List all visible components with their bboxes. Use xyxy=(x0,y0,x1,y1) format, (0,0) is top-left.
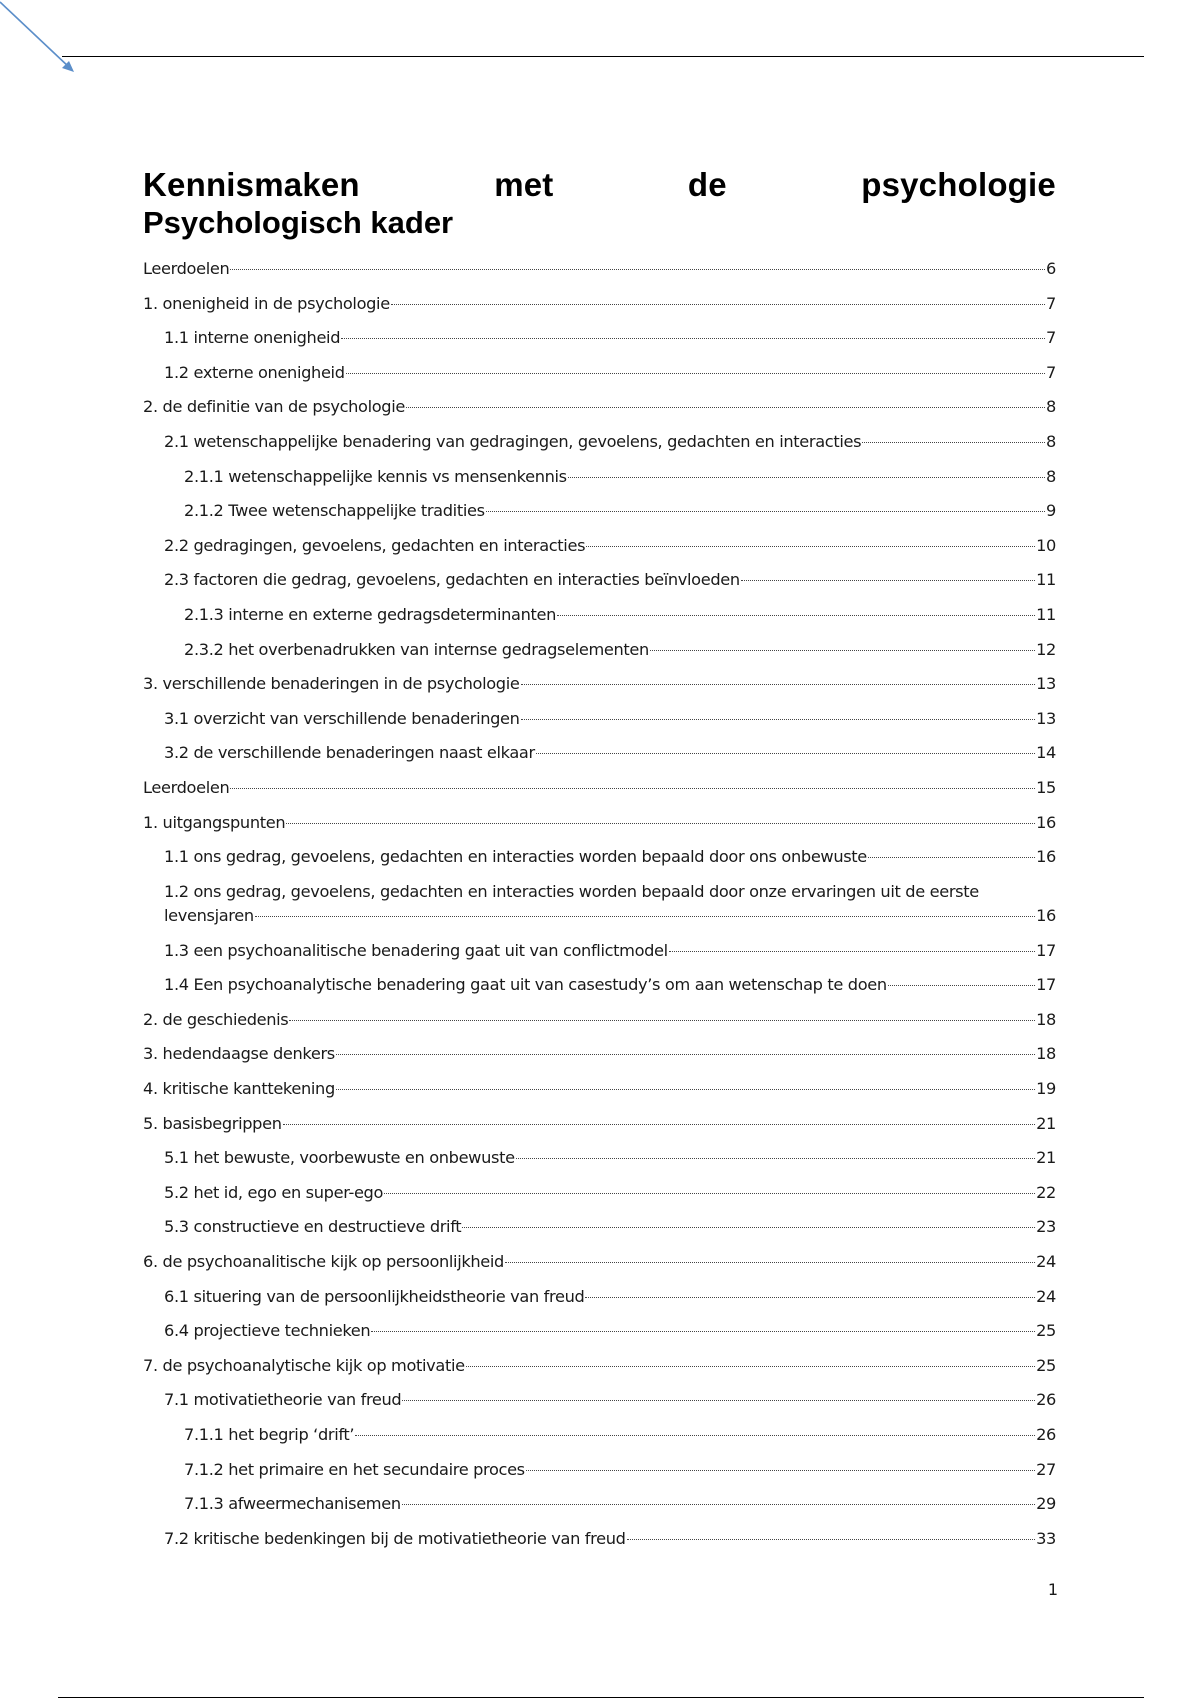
toc-entry-page: 24 xyxy=(1036,1286,1056,1306)
toc-entry-label: 2.1.2 Twee wetenschappelijke tradities xyxy=(184,501,485,521)
toc-entry-page: 13 xyxy=(1036,708,1056,728)
toc-entry[interactable] xyxy=(143,806,1056,841)
toc-entry-page: 8 xyxy=(1046,397,1056,417)
toc-dot-leader xyxy=(391,304,1045,305)
toc-entry-page: 15 xyxy=(1036,777,1056,797)
toc-dot-leader xyxy=(289,1020,1035,1021)
toc-entry-label: 2.3 factoren die gedrag, gevoelens, gedachten en interacties beïnvloeden xyxy=(164,570,740,590)
title-word: Kennismaken xyxy=(143,166,360,203)
toc-entry-label: 1.2 ons gedrag, gevoelens, gedachten en interacties worden bepaald door onze ervaringen uit de eerste xyxy=(164,881,979,901)
toc-entry[interactable] xyxy=(143,1037,1056,1072)
corner-arrow-icon xyxy=(0,0,90,90)
toc-entry[interactable] xyxy=(143,1210,1056,1245)
toc-entry-label: 4. kritische kanttekening xyxy=(143,1079,335,1099)
header-rule xyxy=(62,56,1144,57)
toc-entry[interactable] xyxy=(143,1314,1056,1349)
toc-entry-label: 3. hedendaagse denkers xyxy=(143,1044,335,1064)
toc-entry-page: 10 xyxy=(1036,535,1056,555)
toc-entry-page: 16 xyxy=(1036,905,1056,925)
toc-entry[interactable] xyxy=(143,633,1056,668)
toc-dot-leader xyxy=(627,1539,1036,1540)
toc-entry[interactable] xyxy=(143,934,1056,969)
toc-entry-label: Leerdoelen xyxy=(143,259,230,278)
toc-entry-page: 8 xyxy=(1046,431,1056,451)
toc-entry-page: 26 xyxy=(1036,1425,1056,1444)
toc-entry[interactable] xyxy=(143,1280,1056,1315)
toc-dot-leader xyxy=(402,1504,1035,1505)
toc-dot-leader xyxy=(505,1262,1035,1263)
toc-dot-leader xyxy=(868,857,1035,858)
toc-entry-label-continued: levensjaren xyxy=(164,905,254,925)
toc-entry-page: 7 xyxy=(1046,362,1056,382)
title-word: psychologie xyxy=(861,166,1056,203)
toc-entry-label: 1. onenigheid in de psychologie xyxy=(143,293,390,313)
toc-entry-label: 2.1.3 interne en externe gedragsdeterminanten xyxy=(184,604,557,624)
toc-entry[interactable] xyxy=(143,425,1056,460)
toc-entry-label: 2.2 gedragingen, gevoelens, gedachten en interacties xyxy=(164,535,586,555)
toc-entry-page: 21 xyxy=(1036,1113,1056,1133)
toc-dot-leader xyxy=(650,650,1035,651)
title-word: met xyxy=(494,166,554,203)
toc-entry-page: 14 xyxy=(1036,743,1056,763)
toc-entry-label: 2.1.1 wetenschappelijke kennis vs mensenkennis xyxy=(184,466,567,486)
toc-entry[interactable] xyxy=(143,287,1056,322)
toc-entry[interactable] xyxy=(143,529,1056,564)
toc-entry-label: 7.1.3 afweermechanisemen xyxy=(184,1494,401,1514)
toc-entry[interactable] xyxy=(143,1349,1056,1384)
title-word: de xyxy=(687,166,727,203)
toc-entry[interactable] xyxy=(143,771,1056,806)
toc-entry[interactable] xyxy=(143,460,1056,495)
toc-entry-page: 23 xyxy=(1036,1217,1056,1237)
toc-entry[interactable] xyxy=(143,702,1056,737)
toc-entry[interactable] xyxy=(143,1107,1056,1142)
toc-entry-label: 2.1 wetenschappelijke benadering van gedragingen, gevoelens, gedachten en interacties xyxy=(164,431,862,451)
toc-entry[interactable] xyxy=(143,840,1056,875)
toc-entry-label: 1.3 een psychoanalitische benadering gaat uit van conflictmodel xyxy=(164,940,668,960)
toc-entry[interactable] xyxy=(143,1072,1056,1107)
toc-entry-page: 9 xyxy=(1046,501,1056,521)
toc-entry-page: 16 xyxy=(1036,812,1056,832)
toc-dot-leader xyxy=(346,373,1045,374)
toc-entry-label: 7.2 kritische bedenkingen bij de motivatietheorie van freud xyxy=(164,1528,626,1548)
toc-entry-page: 16 xyxy=(1036,847,1056,867)
toc-entry-label: 7.1 motivatietheorie van freud xyxy=(164,1390,402,1410)
toc-entry-label: 2. de definitie van de psychologie xyxy=(143,397,405,417)
toc-dot-leader xyxy=(336,1054,1035,1055)
toc-entry-page: 11 xyxy=(1036,570,1056,590)
toc-entry-page: 18 xyxy=(1036,1044,1056,1064)
toc-dot-leader xyxy=(402,1400,1035,1401)
toc-entry[interactable] xyxy=(143,390,1056,425)
title-line-1 xyxy=(143,166,1056,204)
toc-entry-label: 1.4 Een psychoanalytische benadering gaat uit van casestudy’s om aan wetenschap te doen xyxy=(164,975,887,995)
toc-entry-label: 1.1 interne onenigheid xyxy=(164,328,341,348)
toc-dot-leader xyxy=(283,1124,1035,1125)
toc-dot-leader xyxy=(336,1089,1035,1090)
toc-entry-page: 27 xyxy=(1036,1459,1056,1479)
toc-entry-label: Leerdoelen xyxy=(143,777,230,797)
toc-entry-label: 7.1.1 het begrip ‘drift’ xyxy=(184,1425,355,1444)
toc-entry-page: 25 xyxy=(1036,1321,1056,1341)
toc-entry[interactable] xyxy=(143,667,1056,702)
toc-dot-leader xyxy=(486,511,1045,512)
toc-entry[interactable] xyxy=(143,1487,1056,1522)
toc-entry[interactable] xyxy=(143,356,1056,391)
toc-dot-leader xyxy=(557,615,1035,616)
toc-entry[interactable] xyxy=(143,494,1056,529)
toc-dot-leader xyxy=(862,442,1045,443)
toc-entry[interactable] xyxy=(143,1383,1056,1418)
toc-entry-label: 7.1.2 het primaire en het secundaire proces xyxy=(184,1459,525,1479)
toc-entry[interactable] xyxy=(143,252,1056,287)
toc-entry-page: 17 xyxy=(1036,940,1056,960)
toc-entry-tail xyxy=(164,904,1056,928)
toc-entry-page: 8 xyxy=(1046,466,1056,486)
toc-dot-leader xyxy=(230,269,1045,270)
toc-dot-leader xyxy=(371,1331,1035,1332)
toc-entry[interactable] xyxy=(143,1141,1056,1176)
toc-entry[interactable] xyxy=(143,1453,1056,1488)
toc-entry-label: 1.1 ons gedrag, gevoelens, gedachten en interacties worden bepaald door ons onbewuste xyxy=(164,847,867,867)
toc-entry[interactable] xyxy=(143,598,1056,633)
toc-entry-page: 24 xyxy=(1036,1252,1056,1272)
toc-entry-label: 6. de psychoanalitische kijk op persoonlijkheid xyxy=(143,1252,504,1272)
toc-entry-label: 5.1 het bewuste, voorbewuste en onbewuste xyxy=(164,1148,515,1168)
toc-entry-page: 7 xyxy=(1046,293,1056,313)
toc-entry-label: 3.2 de verschillende benaderingen naast elkaar xyxy=(164,743,535,763)
toc-entry-page: 11 xyxy=(1036,604,1056,624)
toc-dot-leader xyxy=(526,1470,1035,1471)
toc-dot-leader xyxy=(230,788,1035,789)
toc-entry-label: 2.3.2 het overbenadrukken van internse gedragselementen xyxy=(184,639,649,659)
toc-dot-leader xyxy=(586,546,1035,547)
document-title xyxy=(143,166,1056,242)
toc-dot-leader xyxy=(406,407,1045,408)
toc-entry-label: 3. verschillende benaderingen in de psychologie xyxy=(143,674,520,694)
toc-entry-page: 7 xyxy=(1046,328,1056,348)
toc-entry[interactable] xyxy=(143,1003,1056,1038)
toc-dot-leader xyxy=(521,719,1036,720)
toc-entry-page: 26 xyxy=(1036,1390,1056,1410)
toc-entry-label: 1.2 externe onenigheid xyxy=(164,362,345,382)
toc-entry[interactable] xyxy=(143,1245,1056,1280)
toc-entry[interactable] xyxy=(143,1176,1056,1211)
toc-entry[interactable] xyxy=(143,968,1056,1003)
toc-entry-label: 3.1 overzicht van verschillende benaderingen xyxy=(164,708,520,728)
toc-entry-page: 6 xyxy=(1046,259,1056,278)
toc-dot-leader xyxy=(341,338,1045,339)
toc-entry-label: 5. basisbegrippen xyxy=(143,1113,282,1133)
toc-dot-leader xyxy=(741,580,1035,581)
toc-dot-leader xyxy=(255,916,1035,917)
toc-entry-page: 18 xyxy=(1036,1009,1056,1029)
toc-entry[interactable] xyxy=(143,1418,1056,1453)
toc-dot-leader xyxy=(888,985,1035,986)
toc-entry-page: 19 xyxy=(1036,1079,1056,1099)
toc-dot-leader xyxy=(466,1366,1035,1367)
toc-dot-leader xyxy=(521,684,1036,685)
toc-entry-label: 1. uitgangspunten xyxy=(143,812,286,832)
toc-entry-label: 6.4 projectieve technieken xyxy=(164,1321,371,1341)
toc-entry[interactable] xyxy=(143,736,1056,771)
toc-entry-page: 22 xyxy=(1036,1182,1056,1202)
toc-dot-leader xyxy=(286,823,1035,824)
toc-dot-leader xyxy=(462,1227,1035,1228)
toc-dot-leader xyxy=(585,1297,1035,1298)
toc-entry-page: 21 xyxy=(1036,1148,1056,1168)
toc-dot-leader xyxy=(355,1435,1035,1436)
page-number: 1 xyxy=(1047,1580,1058,1599)
toc-entry-page: 25 xyxy=(1036,1355,1056,1375)
toc-dot-leader xyxy=(669,951,1035,952)
toc-entry-label: 6.1 situering van de persoonlijkheidstheorie van freud xyxy=(164,1286,585,1306)
toc-entry[interactable] xyxy=(143,1522,1056,1557)
toc-entry-page: 17 xyxy=(1036,975,1056,995)
toc-dot-leader xyxy=(516,1158,1035,1159)
toc-entry-page: 33 xyxy=(1036,1528,1056,1548)
toc-entry-label: 7. de psychoanalytische kijk op motivatie xyxy=(143,1355,465,1375)
toc-entry[interactable] xyxy=(143,563,1056,598)
footer-rule xyxy=(58,1697,1144,1698)
title-line-2: Psychologisch kader xyxy=(143,205,454,240)
toc-entry-label: 5.2 het id, ego en super-ego xyxy=(164,1182,384,1202)
toc-dot-leader xyxy=(536,753,1035,754)
toc-dot-leader xyxy=(384,1193,1035,1194)
toc-dot-leader xyxy=(568,477,1045,478)
toc-entry[interactable] xyxy=(143,875,1056,934)
toc-entry-label: 2. de geschiedenis xyxy=(143,1009,289,1029)
table-of-contents xyxy=(143,252,1056,1556)
toc-entry-page: 12 xyxy=(1036,639,1056,659)
toc-entry[interactable] xyxy=(143,321,1056,356)
toc-entry-label: 5.3 constructieve en destructieve drift xyxy=(164,1217,462,1237)
toc-entry-page: 13 xyxy=(1036,674,1056,694)
toc-entry-page: 29 xyxy=(1036,1494,1056,1514)
